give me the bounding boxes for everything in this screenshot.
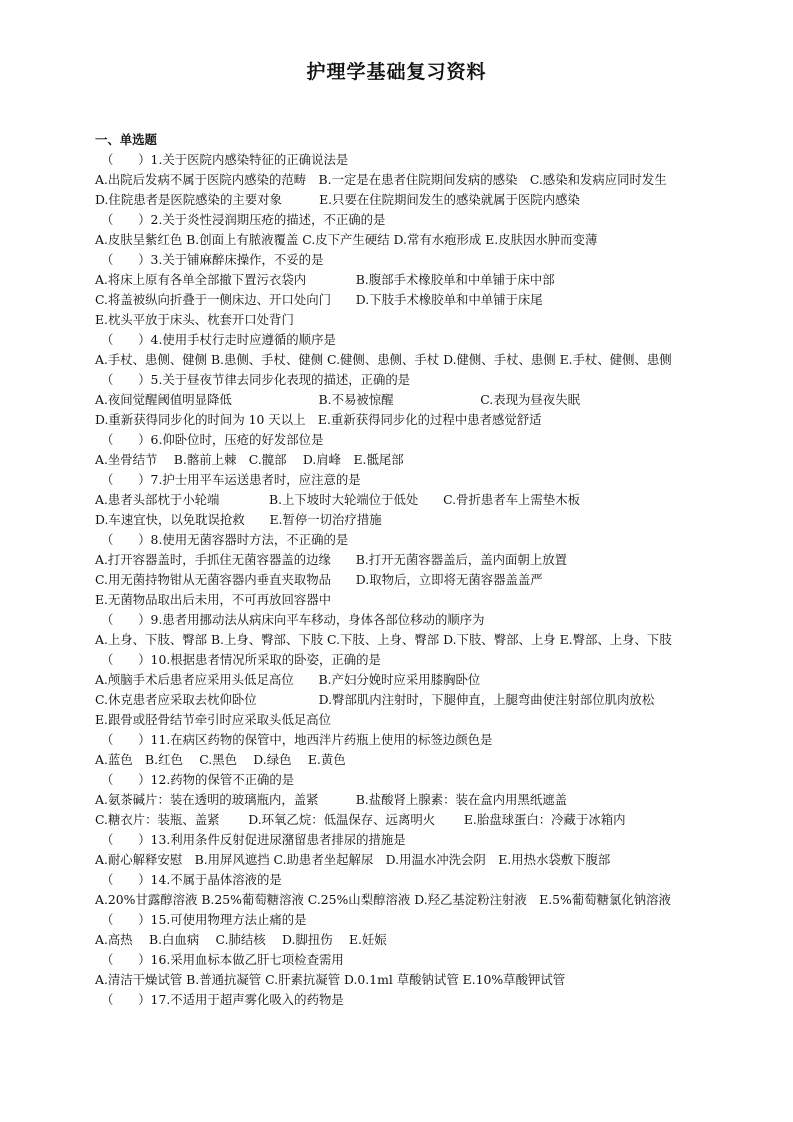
question-stem: （ ）9.患者用挪动法从病床向平车移动，身体各部位移动的顺序为 [101, 612, 485, 627]
answer-options: E.跟骨或胫骨结节牵引时应采取头低足高位 [95, 712, 332, 727]
answer-options: A.颅脑手术后患者应采用头低足高位 B.产妇分娩时应采用膝胸卧位 [95, 672, 481, 687]
question-stem: （ ）3.关于铺麻醉床操作，不妥的是 [101, 252, 324, 267]
question-stem: （ ）7.护士用平车运送患者时，应注意的是 [101, 472, 361, 487]
answer-options: D.车速宜快，以免耽误抢救 E.暂停一切治疗措施 [95, 512, 382, 527]
document-title: 护理学基础复习资料 [306, 61, 487, 83]
answer-options: A.耐心解释安慰 B.用屏风遮挡 C.助患者坐起解尿 D.用温水冲洗会阴 E.用热水袋敷下腹部 [95, 852, 611, 867]
question-stem: （ ）15.可使用物理方法止痛的是 [101, 912, 307, 927]
answer-options: D.住院患者是医院感染的主要对象 E.只要在住院期间发生的感染就属于医院内感染 [95, 192, 580, 207]
question-list [95, 150, 743, 1010]
answer-options: A.蓝色 B.红色 C.黑色 D.绿色 E.黄色 [95, 752, 346, 767]
answer-options: A.患者头部枕于小轮端 B.上下坡时大轮端位于低处 C.骨折患者车上需垫木板 [95, 492, 580, 507]
answer-options: A.夜间觉醒阈值明显降低 B.不易被惊醒 C.表现为昼夜失眠 [95, 392, 580, 407]
question-stem: （ ）8.使用无菌容器时方法，不正确的是 [101, 532, 349, 547]
answer-options: A.将床上原有各单全部撤下置污衣袋内 B.腹部手术橡胶单和中单铺于床中部 [95, 272, 555, 287]
answer-options: A.皮肤呈紫红色 B.创面上有脓液覆盖 C.皮下产生硬结 D.常有水疱形成 E.皮肤因水肿而变薄 [95, 232, 598, 247]
answer-options: A.上身、下肢、臀部 B.上身、臀部、下肢 C.下肢、上身、臀部 D.下肢、臀部、上身 E.臀部、上身、下肢 [95, 632, 672, 647]
question-stem: （ ）6.仰卧位时，压疮的好发部位是 [101, 432, 324, 447]
answer-options: C.糖衣片：装瓶、盖紧 D.环氧乙烷：低温保存、远离明火 E.胎盘球蛋白：冷藏于冰箱内 [95, 812, 626, 827]
answer-options: A.坐骨结节 B.髂前上棘 C.髋部 D.肩峰 E.骶尾部 [95, 452, 404, 467]
answer-options: D.重新获得同步化的时间为 10 天以上 E.重新获得同步化的过程中患者感觉舒适 [95, 412, 542, 427]
question-stem: （ ）5.关于昼夜节律去同步化表现的描述，正确的是 [101, 372, 411, 387]
question-stem: （ ）4.使用手杖行走时应遵循的顺序是 [101, 332, 336, 347]
answer-options: A.氨茶碱片：装在透明的玻璃瓶内，盖紧 B.盐酸肾上腺素：装在盒内用黑纸遮盖 [95, 792, 567, 807]
answer-options: A.出院后发病不属于医院内感染的范畴 B.一定是在患者住院期间发病的感染 C.感染和发病应同时发生 [95, 172, 667, 187]
question-stem: （ ）13.利用条件反射促进尿潴留患者排尿的措施是 [101, 832, 406, 847]
question-stem: （ ）10.根据患者情况所采取的卧姿，正确的是 [101, 652, 381, 667]
question-stem: （ ）1.关于医院内感染特征的正确说法是 [101, 152, 349, 167]
answer-options: A.打开容器盖时，手抓住无菌容器盖的边缘 B.打开无菌容器盖后，盖内面朝上放置 [95, 552, 567, 567]
section-heading: 一、单选题 [95, 132, 157, 147]
question-stem: （ ）17.不适用于超声雾化吸入的药物是 [101, 992, 344, 1007]
answer-options: E.枕头平放于床头、枕套开口处背门 [95, 312, 294, 327]
answer-options: C.用无菌持物钳从无菌容器内垂直夹取物品 D.取物后，立即将无菌容器盖盖严 [95, 572, 543, 587]
question-stem: （ ）14.不属于晶体溶液的是 [101, 872, 282, 887]
question-stem: （ ）12.药物的保管不正确的是 [101, 772, 295, 787]
answer-options: A.清洁干燥试管 B.普通抗凝管 C.肝素抗凝管 D.0.1ml 草酸钠试管 E.10%草酸钾试管 [95, 972, 566, 987]
question-stem: （ ）11.在病区药物的保管中，地西泮片药瓶上使用的标签边颜色是 [101, 732, 493, 747]
answer-options: A.高热 B.白血病 C.肺结核 D.脚扭伤 E.妊娠 [95, 932, 387, 947]
answer-options: A.20%甘露醇溶液 B.25%葡萄糖溶液 C.25%山梨醇溶液 D.羟乙基淀粉注射液 E.5%葡萄糖氯化钠溶液 [95, 892, 671, 907]
answer-options: A.手杖、患侧、健侧 B.患侧、手杖、健侧 C.健侧、患侧、手杖 D.健侧、手杖、患侧 E.手杖、健侧、患侧 [95, 352, 672, 367]
question-stem: （ ）2.关于炎性浸润期压疮的描述，不正确的是 [101, 212, 386, 227]
question-stem: （ ）16.采用血标本做乙肝七项检查需用 [101, 952, 344, 967]
answer-options: C.休克患者应采取去枕仰卧位 D.臀部肌内注射时，下腿伸直，上腿弯曲使注射部位肌肉放松 [95, 692, 655, 707]
answer-options: C.将盖被纵向折叠于一侧床边、开口处向门 D.下肢手术橡胶单和中单铺于床尾 [95, 292, 543, 307]
answer-options: E.无菌物品取出后未用，不可再放回容器中 [95, 592, 332, 607]
